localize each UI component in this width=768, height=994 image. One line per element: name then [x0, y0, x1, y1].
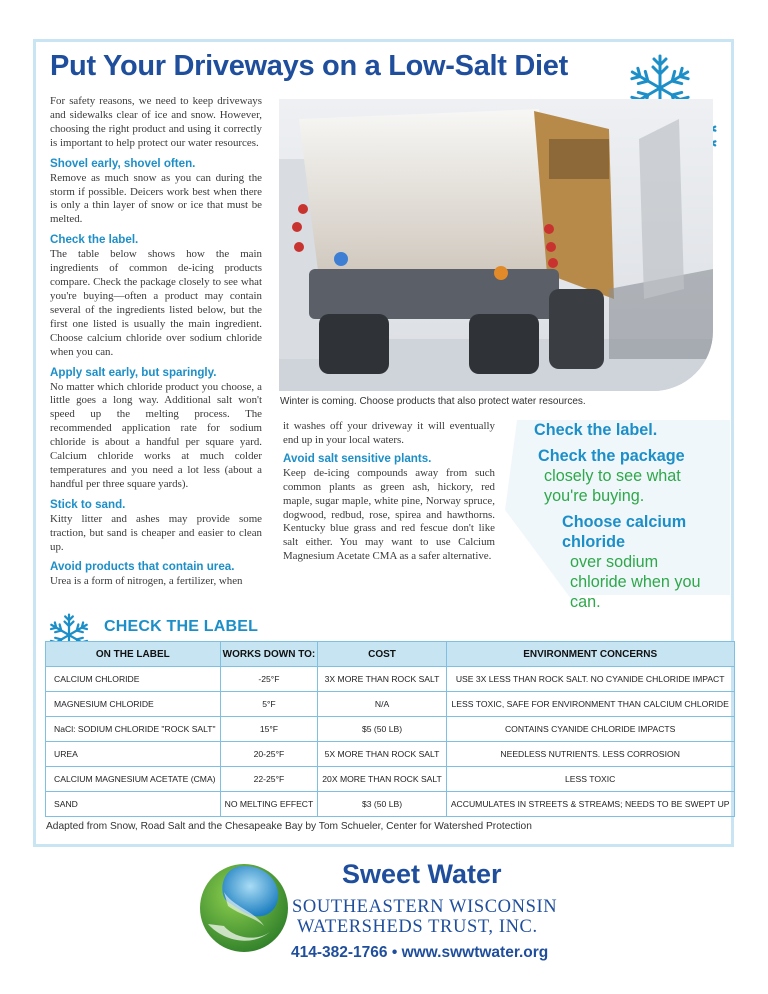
deicer-comparison-table — [45, 641, 735, 817]
brand-subtitle: WATERSHEDS TRUST, INC. — [297, 917, 538, 937]
table-cell: NO MELTING EFFECT — [220, 792, 318, 817]
section-text: No matter which chloride product you choose, a little goes a long way. Additional salt won't speed up the melting process. The recommended application rate for sodium chloride is about a handful per square yard. Calcium chloride works at much colder temperatures and you need a lot less (about a handful per three square yards). — [50, 380, 262, 490]
table-cell: NEEDLESS NUTRIENTS. LESS CORROSION — [446, 742, 734, 767]
table-cell: CALCIUM MAGNESIUM ACETATE (CMA) — [46, 767, 221, 792]
table-row — [46, 667, 735, 692]
table-row — [46, 692, 735, 717]
table-cell: N/A — [318, 692, 447, 717]
table-cell: ACCUMULATES IN STREETS & STREAMS; NEEDS TO BE SWEPT UP — [446, 792, 734, 817]
section-heading: Avoid products that contain urea. — [50, 560, 235, 574]
table-row — [46, 792, 735, 817]
table-heading: CHECK THE LABEL — [104, 618, 259, 635]
intro-paragraph: For safety reasons, we need to keep driveways and sidewalks clear of ice and snow. However, choosing the right product and using it correctly is important to help protect our water resources. — [50, 95, 262, 149]
section-text: Kitty litter and ashes may provide some traction, but sand is cheaper and easier to clean up. — [50, 512, 262, 553]
section-text: Keep de-icing compounds away from such common plants as green ash, hickory, red maple, sugar maple, white pine, Norway spruce, dogwood, redbud, rose, spirea and hawthorns. Kentucky blue grass and red fescue don't like salt either. You may want to use Calcium Magnesium Acetate CMA as a safer alternative. — [283, 466, 495, 563]
snowplow-photo — [279, 99, 713, 391]
table-row — [46, 742, 735, 767]
column-header: ON THE LABEL — [46, 642, 221, 667]
table-cell: SAND — [46, 792, 221, 817]
table-header-row — [46, 642, 735, 667]
callout-line: over sodium chloride when you can. — [570, 553, 701, 611]
table-cell: 22-25°F — [220, 767, 318, 792]
table-cell: CONTAINS CYANIDE CHLORIDE IMPACTS — [446, 717, 734, 742]
section-heading: Stick to sand. — [50, 497, 126, 511]
table-cell: 15°F — [220, 717, 318, 742]
callout-line: Check the package — [538, 447, 685, 465]
brand-subtitle: SOUTHEASTERN WISCONSIN — [292, 897, 558, 917]
section-text: The table below shows how the main ingredients of common de-icing products compare. Check the package closely to see what you're buying—often a product may contain several of the ingredients listed below, but the first one listed is usually the main ingredient. Choose calcium chloride over sodium chloride when you can. — [50, 248, 262, 358]
table-row — [46, 767, 735, 792]
table-cell: 5°F — [220, 692, 318, 717]
photo-caption: Winter is coming. Choose products that also protect water resources. — [280, 396, 586, 407]
table-cell: MAGNESIUM CHLORIDE — [46, 692, 221, 717]
table-cell: $5 (50 LB) — [318, 717, 447, 742]
column-header: COST — [318, 642, 447, 667]
middle-column — [283, 420, 495, 564]
column-header: WORKS DOWN TO: — [220, 642, 318, 667]
section-text: Remove as much snow as you can during the storm if possible. Deicers work best when there is only a thin layer of snow or ice that must be melted. — [50, 171, 262, 226]
table-cell: LESS TOXIC — [446, 767, 734, 792]
table-row — [46, 717, 735, 742]
section-heading: Shovel early, shovel often. — [50, 156, 196, 170]
table-cell: UREA — [46, 742, 221, 767]
callout-line: closely to see what you're buying. — [544, 467, 681, 505]
column-header: ENVIRONMENT CONCERNS — [446, 642, 734, 667]
table-cell: 5X MORE THAN ROCK SALT — [318, 742, 447, 767]
contact-line: 414-382-1766 • www.swwtwater.org — [291, 944, 549, 961]
callout-box — [528, 420, 728, 612]
snowplow-truck-illustration — [279, 99, 713, 391]
page-title: Put Your Driveways on a Low-Salt Diet — [50, 50, 568, 82]
table-cell: CALCIUM CHLORIDE — [46, 667, 221, 692]
table-cell: LESS TOXIC, SAFE FOR ENVIRONMENT THAN CALCIUM CHLORIDE — [446, 692, 734, 717]
left-column — [50, 95, 262, 595]
source-note: Adapted from Snow, Road Salt and the Chesapeake Bay by Tom Schueler, Center for Watershed Protection — [46, 821, 532, 832]
sweet-water-logo-icon — [198, 862, 290, 954]
callout-line: Choose calcium chloride — [562, 513, 687, 551]
section-heading: Apply salt early, but sparingly. — [50, 365, 217, 379]
brand-name: Sweet Water — [342, 859, 502, 889]
section-text: Urea is a form of nitrogen, a fertilizer, when — [50, 575, 243, 588]
table-cell: NaCl: SODIUM CHLORIDE "ROCK SALT" — [46, 717, 221, 742]
table-cell: 3X MORE THAN ROCK SALT — [318, 667, 447, 692]
table-cell: -25°F — [220, 667, 318, 692]
table-cell: 20-25°F — [220, 742, 318, 767]
table-cell: 20X MORE THAN ROCK SALT — [318, 767, 447, 792]
section-heading: Avoid salt sensitive plants. — [283, 451, 432, 465]
continuation-text: it washes off your driveway it will eventually end up in your local waters. — [283, 420, 495, 446]
section-heading: Check the label. — [50, 233, 139, 247]
table-cell: USE 3X LESS THAN ROCK SALT. NO CYANIDE CHLORIDE IMPACT — [446, 667, 734, 692]
table-cell: $3 (50 LB) — [318, 792, 447, 817]
callout-line: Check the label. — [534, 421, 658, 439]
